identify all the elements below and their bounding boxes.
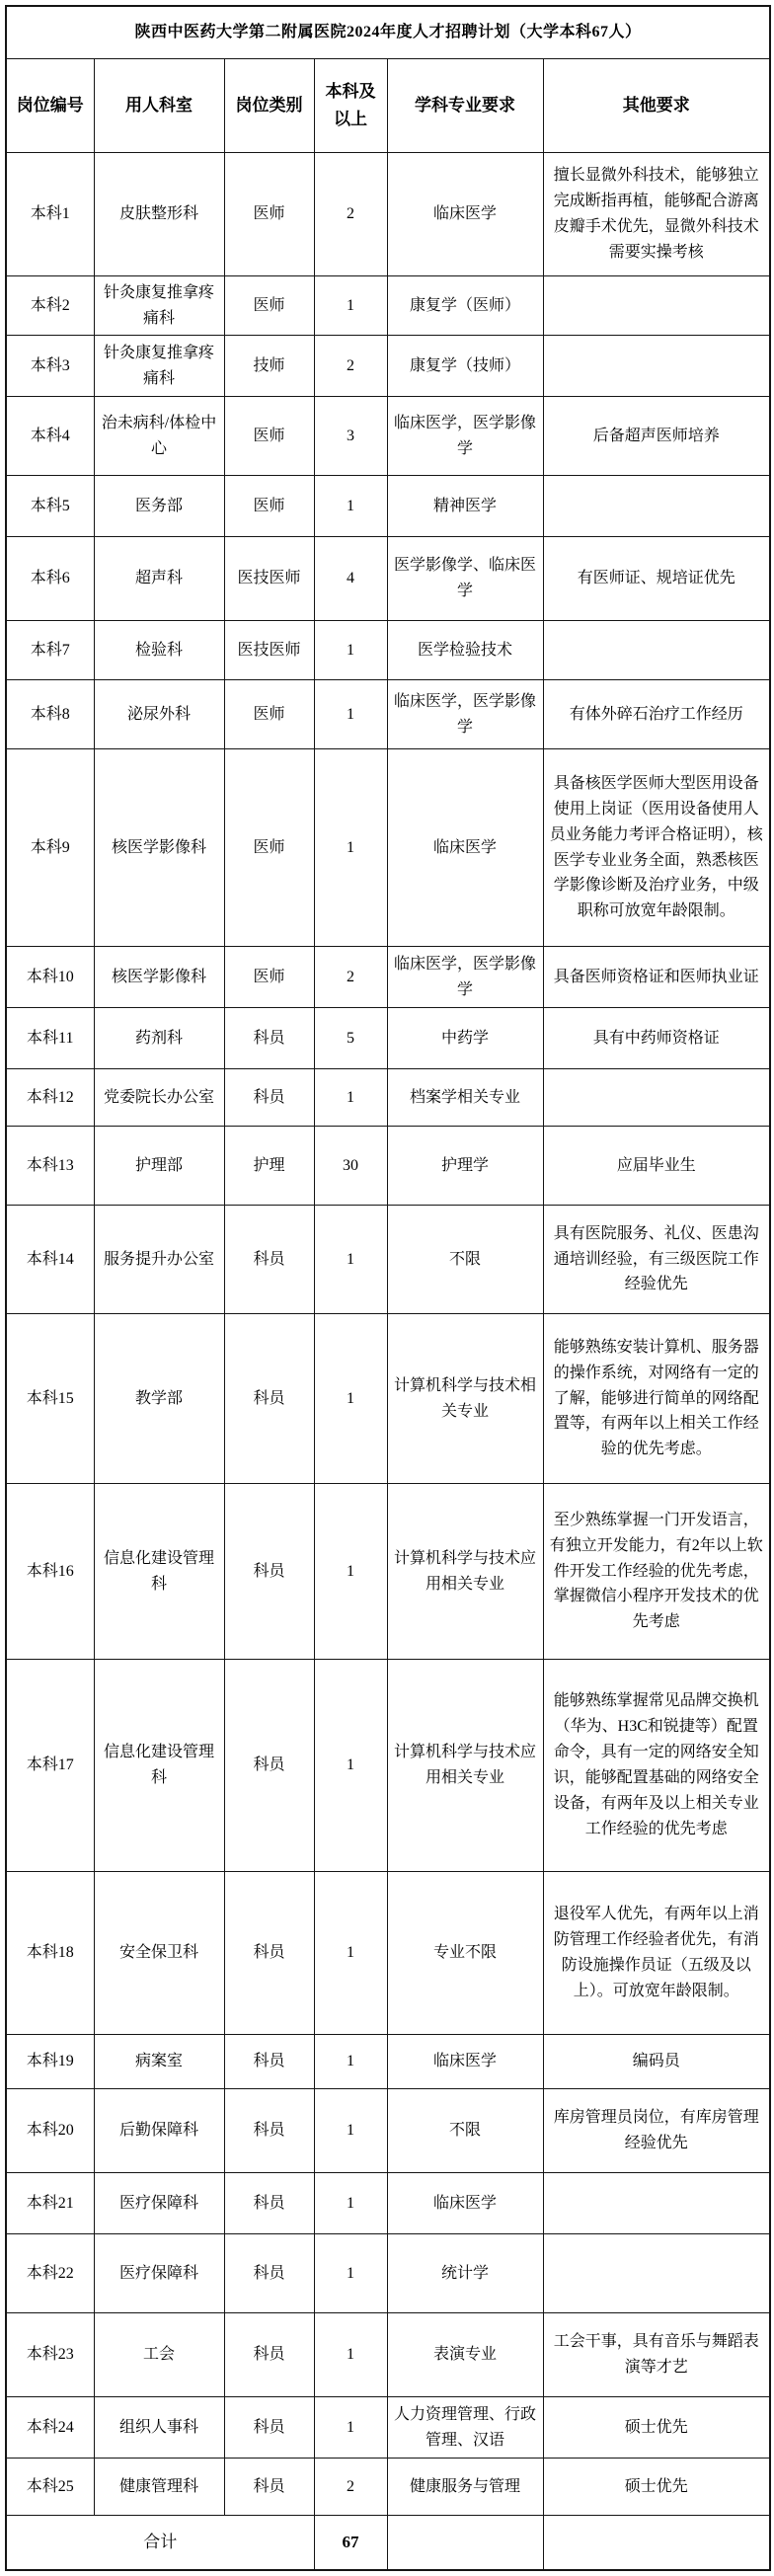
cell-count: 1 bbox=[314, 1872, 387, 2035]
table-row bbox=[6, 1314, 770, 1484]
cell-department: 工会 bbox=[94, 2313, 224, 2397]
cell-major: 专业不限 bbox=[387, 1872, 543, 2035]
table-row bbox=[6, 397, 770, 476]
cell-major: 临床医学，医学影像学 bbox=[387, 397, 543, 476]
cell-position-id: 本科16 bbox=[6, 1484, 94, 1660]
cell-major: 临床医学，医学影像学 bbox=[387, 947, 543, 1008]
table-row bbox=[6, 1127, 770, 1206]
cell-category: 技师 bbox=[224, 336, 314, 397]
total-major-empty bbox=[387, 2516, 543, 2570]
cell-count: 1 bbox=[314, 2313, 387, 2397]
cell-position-id: 本科9 bbox=[6, 749, 94, 947]
total-row bbox=[6, 2516, 770, 2570]
cell-other-requirements: 具备核医学医师大型医用设备使用上岗证（医用设备使用人员业务能力考评合格证明），核医学专业业务全面，熟悉核医学影像诊断及治疗业务，中级职称可放宽年龄限制。 bbox=[543, 749, 770, 947]
cell-major: 档案学相关专业 bbox=[387, 1069, 543, 1127]
cell-position-id: 本科7 bbox=[6, 621, 94, 680]
cell-major: 中药学 bbox=[387, 1008, 543, 1069]
cell-position-id: 本科15 bbox=[6, 1314, 94, 1484]
cell-department: 超声科 bbox=[94, 537, 224, 621]
cell-major: 人力资理管理、行政管理、汉语 bbox=[387, 2397, 543, 2459]
table-row bbox=[6, 947, 770, 1008]
cell-position-id: 本科22 bbox=[6, 2234, 94, 2313]
table-row bbox=[6, 2313, 770, 2397]
cell-category: 科员 bbox=[224, 2313, 314, 2397]
cell-department: 核医学影像科 bbox=[94, 749, 224, 947]
cell-count: 3 bbox=[314, 397, 387, 476]
cell-other-requirements: 编码员 bbox=[543, 2035, 770, 2089]
cell-position-id: 本科4 bbox=[6, 397, 94, 476]
col-header-other: 其他要求 bbox=[543, 59, 770, 153]
cell-department: 医务部 bbox=[94, 476, 224, 537]
cell-department: 安全保卫科 bbox=[94, 1872, 224, 2035]
table-row bbox=[6, 1206, 770, 1314]
cell-major: 精神医学 bbox=[387, 476, 543, 537]
table-row bbox=[6, 476, 770, 537]
table-row bbox=[6, 153, 770, 276]
table-row bbox=[6, 1008, 770, 1069]
table-row bbox=[6, 2459, 770, 2516]
cell-category: 医技医师 bbox=[224, 537, 314, 621]
cell-major: 计算机科学与技术相关专业 bbox=[387, 1314, 543, 1484]
cell-position-id: 本科11 bbox=[6, 1008, 94, 1069]
total-count: 67 bbox=[314, 2516, 387, 2570]
cell-department: 医疗保障科 bbox=[94, 2173, 224, 2234]
cell-category: 医师 bbox=[224, 397, 314, 476]
cell-category: 科员 bbox=[224, 1008, 314, 1069]
table-body bbox=[6, 153, 770, 2516]
table-row bbox=[6, 1660, 770, 1872]
cell-other-requirements: 有体外碎石治疗工作经历 bbox=[543, 680, 770, 749]
cell-other-requirements: 至少熟练掌握一门开发语言，有独立开发能力，有2年以上软件开发工作经验的优先考虑，掌握微信小程序开发技术的优先考虑 bbox=[543, 1484, 770, 1660]
cell-major: 医学检验技术 bbox=[387, 621, 543, 680]
table-row bbox=[6, 2035, 770, 2089]
cell-department: 信息化建设管理科 bbox=[94, 1660, 224, 1872]
cell-major: 护理学 bbox=[387, 1127, 543, 1206]
cell-count: 1 bbox=[314, 2089, 387, 2173]
cell-count: 5 bbox=[314, 1008, 387, 1069]
cell-other-requirements: 具有中药师资格证 bbox=[543, 1008, 770, 1069]
cell-other-requirements: 硕士优先 bbox=[543, 2397, 770, 2459]
cell-position-id: 本科17 bbox=[6, 1660, 94, 1872]
page-title: 陕西中医药大学第二附属医院2024年度人才招聘计划（大学本科67人） bbox=[6, 6, 770, 59]
cell-position-id: 本科24 bbox=[6, 2397, 94, 2459]
cell-category: 科员 bbox=[224, 1660, 314, 1872]
cell-position-id: 本科23 bbox=[6, 2313, 94, 2397]
cell-major: 健康服务与管理 bbox=[387, 2459, 543, 2516]
cell-department: 组织人事科 bbox=[94, 2397, 224, 2459]
cell-department: 治未病科/体检中心 bbox=[94, 397, 224, 476]
table-row bbox=[6, 749, 770, 947]
cell-other-requirements bbox=[543, 1069, 770, 1127]
recruitment-table bbox=[5, 5, 771, 2571]
cell-position-id: 本科20 bbox=[6, 2089, 94, 2173]
cell-count: 1 bbox=[314, 476, 387, 537]
col-header-position-id: 岗位编号 bbox=[6, 59, 94, 153]
cell-count: 2 bbox=[314, 336, 387, 397]
table-row bbox=[6, 2234, 770, 2313]
table-row bbox=[6, 336, 770, 397]
cell-category: 科员 bbox=[224, 2397, 314, 2459]
cell-position-id: 本科12 bbox=[6, 1069, 94, 1127]
table-row bbox=[6, 2089, 770, 2173]
cell-count: 1 bbox=[314, 1660, 387, 1872]
cell-major: 临床医学 bbox=[387, 153, 543, 276]
cell-category: 科员 bbox=[224, 1484, 314, 1660]
cell-position-id: 本科18 bbox=[6, 1872, 94, 2035]
cell-department: 皮肤整形科 bbox=[94, 153, 224, 276]
cell-department: 针灸康复推拿疼痛科 bbox=[94, 336, 224, 397]
cell-major: 统计学 bbox=[387, 2234, 543, 2313]
cell-department: 药剂科 bbox=[94, 1008, 224, 1069]
cell-department: 泌尿外科 bbox=[94, 680, 224, 749]
cell-count: 1 bbox=[314, 2173, 387, 2234]
cell-count: 1 bbox=[314, 276, 387, 336]
table-row bbox=[6, 680, 770, 749]
cell-category: 护理 bbox=[224, 1127, 314, 1206]
cell-major: 临床医学，医学影像学 bbox=[387, 680, 543, 749]
cell-category: 医师 bbox=[224, 947, 314, 1008]
cell-category: 医技医师 bbox=[224, 621, 314, 680]
cell-count: 1 bbox=[314, 1206, 387, 1314]
header-row bbox=[6, 59, 770, 153]
cell-department: 护理部 bbox=[94, 1127, 224, 1206]
cell-position-id: 本科13 bbox=[6, 1127, 94, 1206]
cell-major: 临床医学 bbox=[387, 2173, 543, 2234]
cell-department: 病案室 bbox=[94, 2035, 224, 2089]
cell-major: 临床医学 bbox=[387, 2035, 543, 2089]
cell-major: 表演专业 bbox=[387, 2313, 543, 2397]
cell-major: 康复学（技师） bbox=[387, 336, 543, 397]
cell-department: 针灸康复推拿疼痛科 bbox=[94, 276, 224, 336]
col-header-category: 岗位类别 bbox=[224, 59, 314, 153]
cell-major: 不限 bbox=[387, 1206, 543, 1314]
table-row bbox=[6, 2397, 770, 2459]
title-row bbox=[6, 6, 770, 59]
cell-category: 医师 bbox=[224, 476, 314, 537]
cell-other-requirements: 有医师证、规培证优先 bbox=[543, 537, 770, 621]
cell-department: 党委院长办公室 bbox=[94, 1069, 224, 1127]
cell-count: 1 bbox=[314, 1069, 387, 1127]
cell-position-id: 本科8 bbox=[6, 680, 94, 749]
cell-category: 科员 bbox=[224, 1314, 314, 1484]
cell-department: 核医学影像科 bbox=[94, 947, 224, 1008]
cell-major: 计算机科学与技术应用相关专业 bbox=[387, 1660, 543, 1872]
cell-other-requirements bbox=[543, 621, 770, 680]
cell-category: 科员 bbox=[224, 1872, 314, 2035]
cell-other-requirements: 库房管理员岗位，有库房管理经验优先 bbox=[543, 2089, 770, 2173]
cell-major: 不限 bbox=[387, 2089, 543, 2173]
cell-department: 医疗保障科 bbox=[94, 2234, 224, 2313]
cell-category: 科员 bbox=[224, 1069, 314, 1127]
cell-position-id: 本科21 bbox=[6, 2173, 94, 2234]
cell-department: 检验科 bbox=[94, 621, 224, 680]
cell-major: 医学影像学、临床医学 bbox=[387, 537, 543, 621]
cell-other-requirements: 应届毕业生 bbox=[543, 1127, 770, 1206]
table-row bbox=[6, 2173, 770, 2234]
cell-department: 后勤保障科 bbox=[94, 2089, 224, 2173]
cell-other-requirements: 具有医院服务、礼仪、医患沟通培训经验，有三级医院工作经验优先 bbox=[543, 1206, 770, 1314]
cell-count: 1 bbox=[314, 680, 387, 749]
cell-position-id: 本科1 bbox=[6, 153, 94, 276]
cell-other-requirements bbox=[543, 2173, 770, 2234]
cell-other-requirements: 能够熟练掌握常见品牌交换机（华为、H3C和锐捷等）配置命令，具有一定的网络安全知识，能够配置基础的网络安全设备，有两年及以上相关专业工作经验的优先考虑 bbox=[543, 1660, 770, 1872]
cell-department: 健康管理科 bbox=[94, 2459, 224, 2516]
cell-major: 康复学（医师） bbox=[387, 276, 543, 336]
cell-count: 1 bbox=[314, 1314, 387, 1484]
cell-category: 医师 bbox=[224, 749, 314, 947]
cell-category: 科员 bbox=[224, 2234, 314, 2313]
cell-other-requirements: 具备医师资格证和医师执业证 bbox=[543, 947, 770, 1008]
table-row bbox=[6, 1484, 770, 1660]
table-row bbox=[6, 537, 770, 621]
cell-category: 科员 bbox=[224, 2459, 314, 2516]
cell-count: 1 bbox=[314, 621, 387, 680]
total-label: 合计 bbox=[6, 2516, 314, 2570]
cell-category: 医师 bbox=[224, 276, 314, 336]
cell-category: 科员 bbox=[224, 2089, 314, 2173]
cell-other-requirements bbox=[543, 476, 770, 537]
cell-major: 临床医学 bbox=[387, 749, 543, 947]
cell-major: 计算机科学与技术应用相关专业 bbox=[387, 1484, 543, 1660]
cell-other-requirements: 能够熟练安装计算机、服务器的操作系统，对网络有一定的了解，能够进行简单的网络配置等，有两年以上相关工作经验的优先考虑。 bbox=[543, 1314, 770, 1484]
cell-other-requirements bbox=[543, 276, 770, 336]
table-row bbox=[6, 1872, 770, 2035]
cell-count: 2 bbox=[314, 2459, 387, 2516]
cell-other-requirements: 退役军人优先，有两年以上消防管理工作经验者优先，有消防设施操作员证（五级及以上）。可放宽年龄限制。 bbox=[543, 1872, 770, 2035]
cell-category: 医师 bbox=[224, 153, 314, 276]
cell-count: 1 bbox=[314, 1484, 387, 1660]
cell-other-requirements bbox=[543, 336, 770, 397]
cell-count: 2 bbox=[314, 947, 387, 1008]
cell-position-id: 本科19 bbox=[6, 2035, 94, 2089]
cell-department: 教学部 bbox=[94, 1314, 224, 1484]
cell-count: 30 bbox=[314, 1127, 387, 1206]
col-header-department: 用人科室 bbox=[94, 59, 224, 153]
cell-category: 科员 bbox=[224, 2173, 314, 2234]
cell-count: 1 bbox=[314, 2234, 387, 2313]
cell-category: 科员 bbox=[224, 1206, 314, 1314]
cell-other-requirements: 擅长显微外科技术，能够独立完成断指再植，能够配合游离皮瓣手术优先，显微外科技术需要实操考核 bbox=[543, 153, 770, 276]
col-header-degree-count: 本科及以上 bbox=[314, 59, 387, 153]
table-row bbox=[6, 621, 770, 680]
cell-position-id: 本科25 bbox=[6, 2459, 94, 2516]
cell-count: 1 bbox=[314, 2035, 387, 2089]
cell-category: 科员 bbox=[224, 2035, 314, 2089]
cell-position-id: 本科5 bbox=[6, 476, 94, 537]
cell-count: 1 bbox=[314, 749, 387, 947]
table-row bbox=[6, 1069, 770, 1127]
cell-other-requirements bbox=[543, 2234, 770, 2313]
cell-position-id: 本科6 bbox=[6, 537, 94, 621]
cell-position-id: 本科3 bbox=[6, 336, 94, 397]
cell-position-id: 本科2 bbox=[6, 276, 94, 336]
cell-count: 2 bbox=[314, 153, 387, 276]
table-row bbox=[6, 276, 770, 336]
cell-count: 1 bbox=[314, 2397, 387, 2459]
cell-other-requirements: 后备超声医师培养 bbox=[543, 397, 770, 476]
cell-other-requirements: 硕士优先 bbox=[543, 2459, 770, 2516]
cell-department: 信息化建设管理科 bbox=[94, 1484, 224, 1660]
col-header-major: 学科专业要求 bbox=[387, 59, 543, 153]
cell-position-id: 本科14 bbox=[6, 1206, 94, 1314]
cell-department: 服务提升办公室 bbox=[94, 1206, 224, 1314]
cell-other-requirements: 工会干事，具有音乐与舞蹈表演等才艺 bbox=[543, 2313, 770, 2397]
cell-count: 4 bbox=[314, 537, 387, 621]
cell-position-id: 本科10 bbox=[6, 947, 94, 1008]
total-other-empty bbox=[543, 2516, 770, 2570]
cell-category: 医师 bbox=[224, 680, 314, 749]
